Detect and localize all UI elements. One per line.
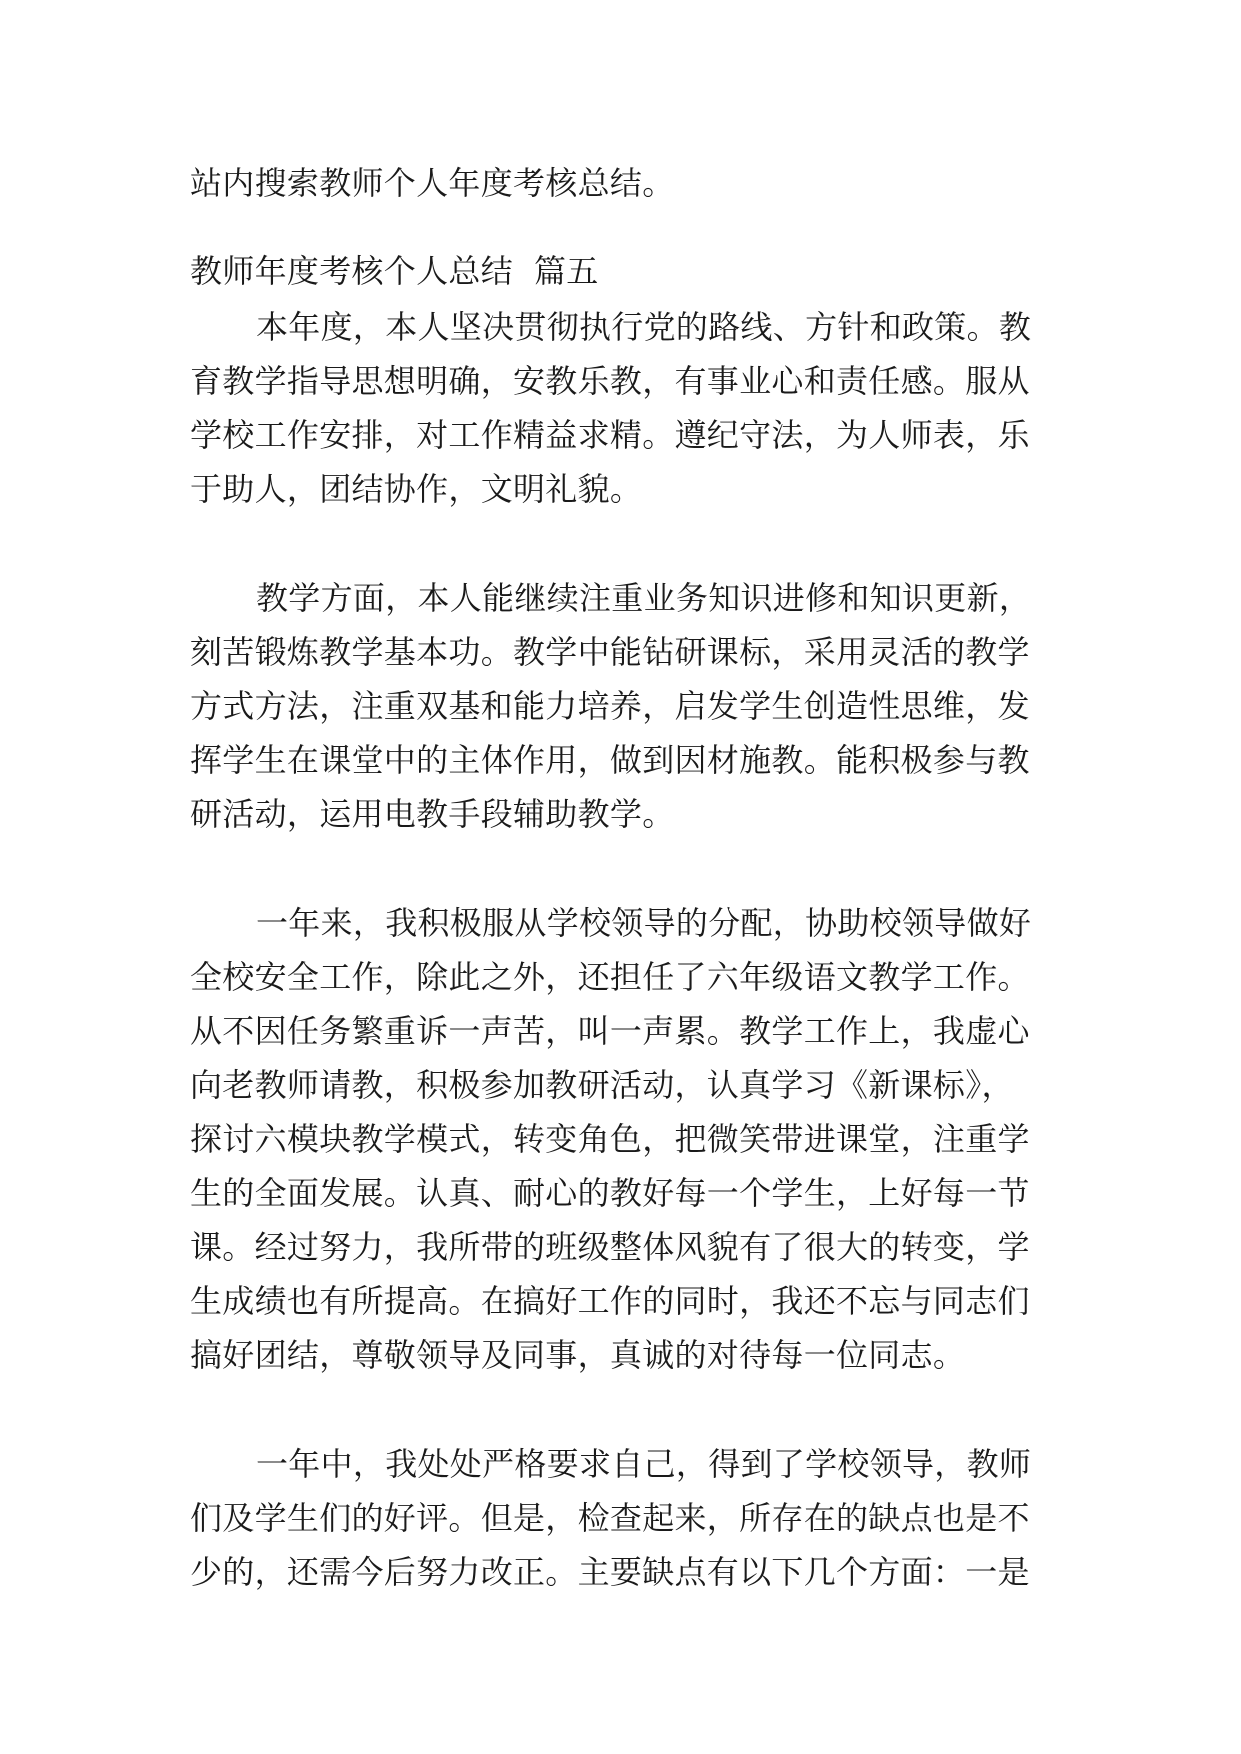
- paragraph-line: 刻苦锻炼教学基本功。教学中能钻研课标，采用灵活的教学: [190, 633, 1030, 671]
- paragraph-line: 本年度，本人坚决贯彻执行党的路线、方针和政策。教: [256, 308, 1032, 346]
- paragraph-line: 全校安全工作，除此之外，还担任了六年级语文教学工作。: [190, 958, 1030, 996]
- paragraph-line: 搞好团结，尊敬领导及同事，真诚的对待每一位同志。: [190, 1336, 966, 1374]
- paragraph-line: 生成绩也有所提高。在搞好工作的同时，我还不忘与同志们: [190, 1282, 1030, 1320]
- paragraph-line: 挥学生在课堂中的主体作用，做到因材施教。能积极参与教: [190, 741, 1030, 779]
- paragraph-line: 从不因任务繁重诉一声苦，叫一声累。教学工作上，我虚心: [190, 1012, 1030, 1050]
- paragraph-line: 少的，还需今后努力改正。主要缺点有以下几个方面：一是: [190, 1553, 1030, 1591]
- paragraph-line: 研活动，运用电教手段辅助教学。: [190, 795, 675, 833]
- paragraph-line: 们及学生们的好评。但是，检查起来，所存在的缺点也是不: [190, 1499, 1030, 1537]
- paragraph-line: 课。经过努力，我所带的班级整体风貌有了很大的转变，学: [190, 1228, 1030, 1266]
- section-heading: 教师年度考核个人总结 篇五: [190, 252, 599, 290]
- paragraph-line: 一年来，我积极服从学校领导的分配，协助校领导做好: [256, 904, 1032, 942]
- paragraph-line: 一年中，我处处严格要求自己，得到了学校领导，教师: [256, 1445, 1032, 1483]
- paragraph-line: 方式方法，注重双基和能力培养，启发学生创造性思维，发: [190, 687, 1030, 725]
- paragraph-line: 探讨六模块教学模式，转变角色，把微笑带进课堂，注重学: [190, 1120, 1030, 1158]
- paragraph-line: 于助人，团结协作，文明礼貌。: [190, 470, 643, 508]
- paragraph-line: 学校工作安排，对工作精益求精。遵纪守法，为人师表，乐: [190, 416, 1030, 454]
- paragraph-line: 向老教师请教，积极参加教研活动，认真学习《新课标》，: [190, 1066, 1014, 1104]
- paragraph-line: 育教学指导思想明确，安教乐教，有事业心和责任感。服从: [190, 362, 1030, 400]
- paragraph-line: 生的全面发展。认真、耐心的教好每一个学生，上好每一节: [190, 1174, 1030, 1212]
- intro-line: 站内搜索教师个人年度考核总结。: [190, 164, 675, 202]
- paragraph-line: 教学方面，本人能继续注重业务知识进修和知识更新，: [256, 579, 1032, 617]
